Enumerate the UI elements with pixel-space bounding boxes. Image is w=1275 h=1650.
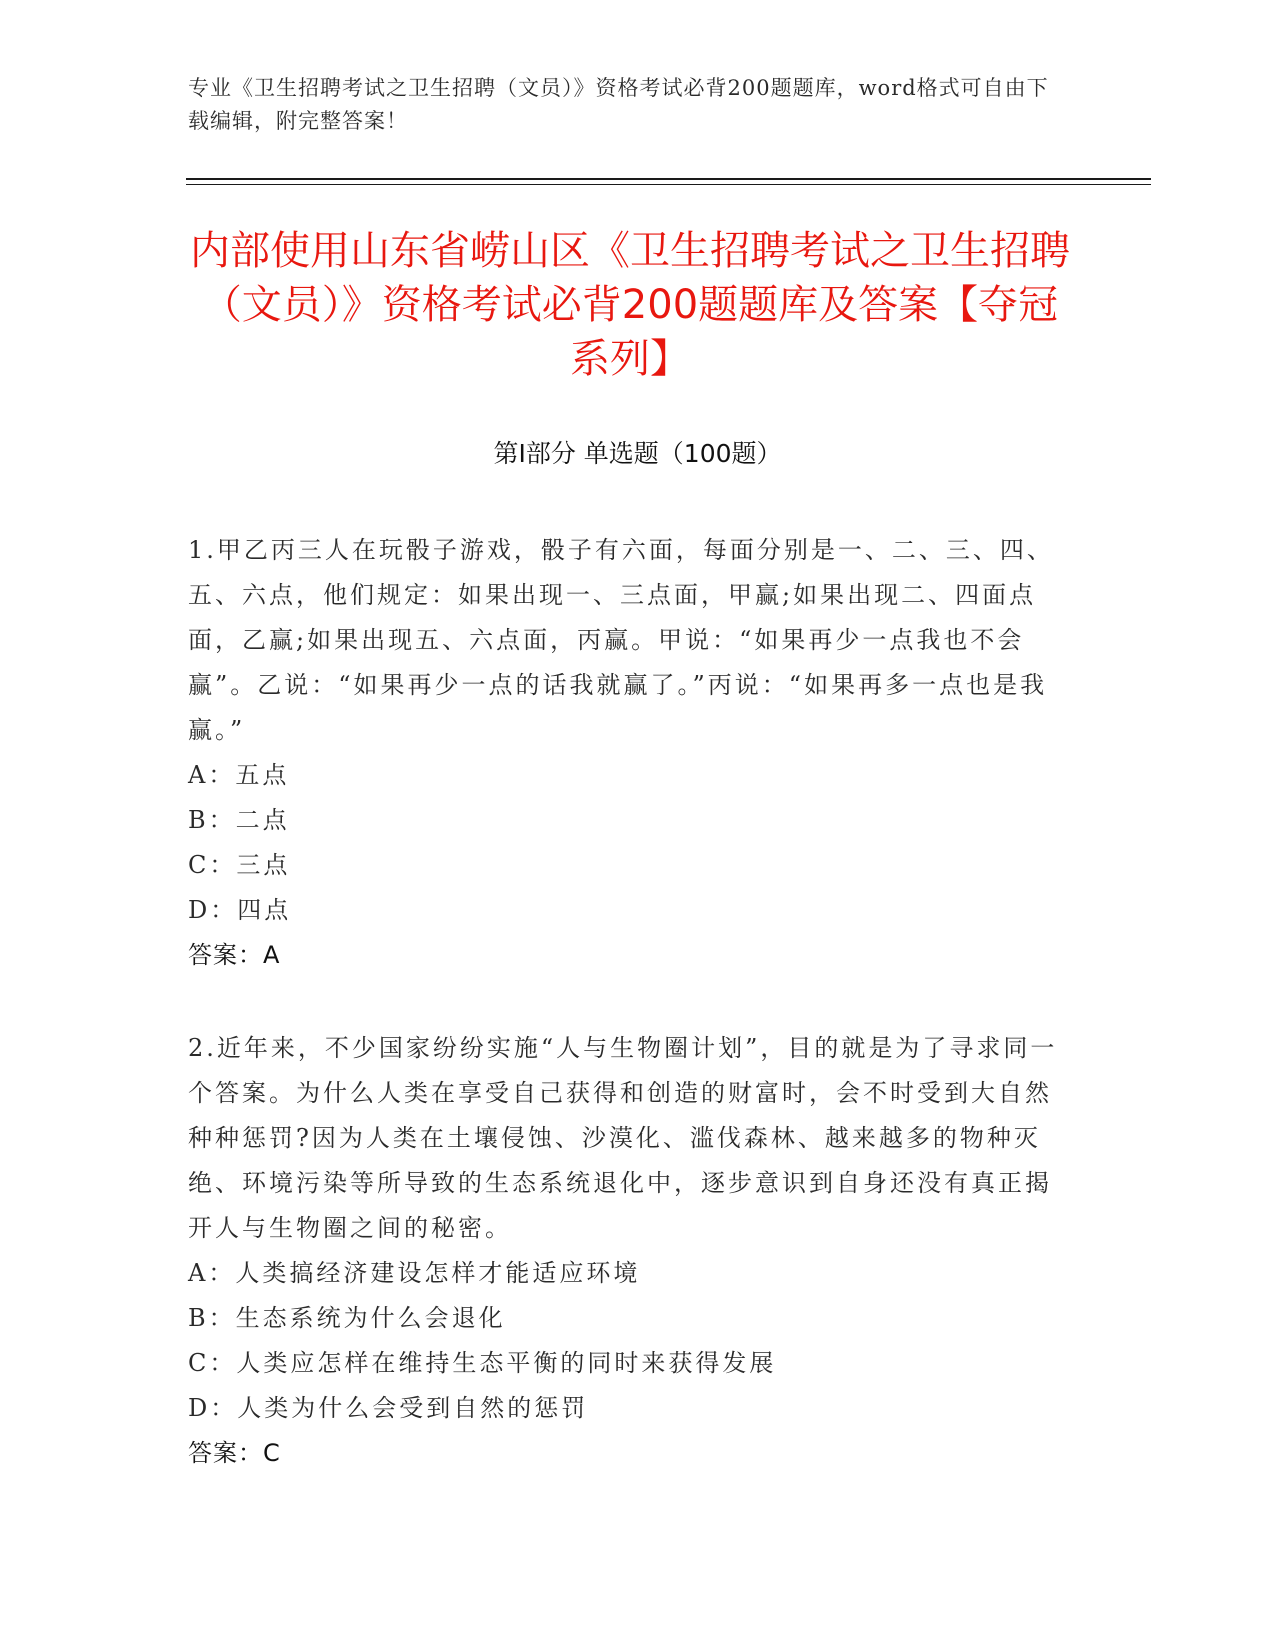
header-note: 专业《卫生招聘考试之卫生招聘（文员）》资格考试必背200题题库，word格式可自由下载编辑，附完整答案！ [188, 76, 1049, 133]
document-title: 内部使用山东省崂山区《卫生招聘考试之卫生招聘（文员）》资格考试必背200题题库及答案【夺冠系列】 [190, 228, 1070, 382]
question-stem: 2.近年来，不少国家纷纷实施“人与生物圈计划”，目的就是为了寻求同一个答案。为什么人类在享受自己获得和创造的财富时，会不时受到大自然种种惩罚?因为人类在土壤侵蚀、沙漠化、滥伐森林、越来越多的物种灭绝、环境污染等所导致的生态系统退化中，逐步意识到自身还没有真正揭开人与生物圈之间的秘密。 [188, 1034, 1058, 1242]
option-d: D：人类为什么会受到自然的惩罚 [188, 1394, 589, 1422]
option-b: B：二点 [188, 806, 290, 834]
option-c: C：人类应怎样在维持生态平衡的同时来获得发展 [188, 1349, 777, 1377]
option-d: D：四点 [188, 896, 292, 924]
question-1 [188, 528, 1068, 978]
option-a: A：人类搞经济建设怎样才能适应环境 [188, 1259, 641, 1287]
option-b: B：生态系统为什么会退化 [188, 1304, 506, 1332]
answer-line: 答案：C [188, 1439, 281, 1467]
section-heading: 第I部分 单选题（100题） [493, 439, 782, 468]
option-a: A：五点 [188, 761, 290, 789]
option-c: C：三点 [188, 851, 291, 879]
question-stem: 1.甲乙丙三人在玩骰子游戏，骰子有六面，每面分别是一、二、三、四、五、六点，他们规定：如果出现一、三点面，甲赢;如果出现二、四面点面，乙赢;如果出现五、六点面，丙赢。甲说：“如果再少一点我也不会赢”。乙说：“如果再少一点的话我就赢了。”丙说：“如果再多一点也是我赢。” [188, 536, 1054, 744]
header-divider-thick [186, 178, 1151, 180]
question-2 [188, 1026, 1068, 1476]
answer-line: 答案：A [188, 941, 281, 969]
header-divider-thin [186, 184, 1151, 185]
